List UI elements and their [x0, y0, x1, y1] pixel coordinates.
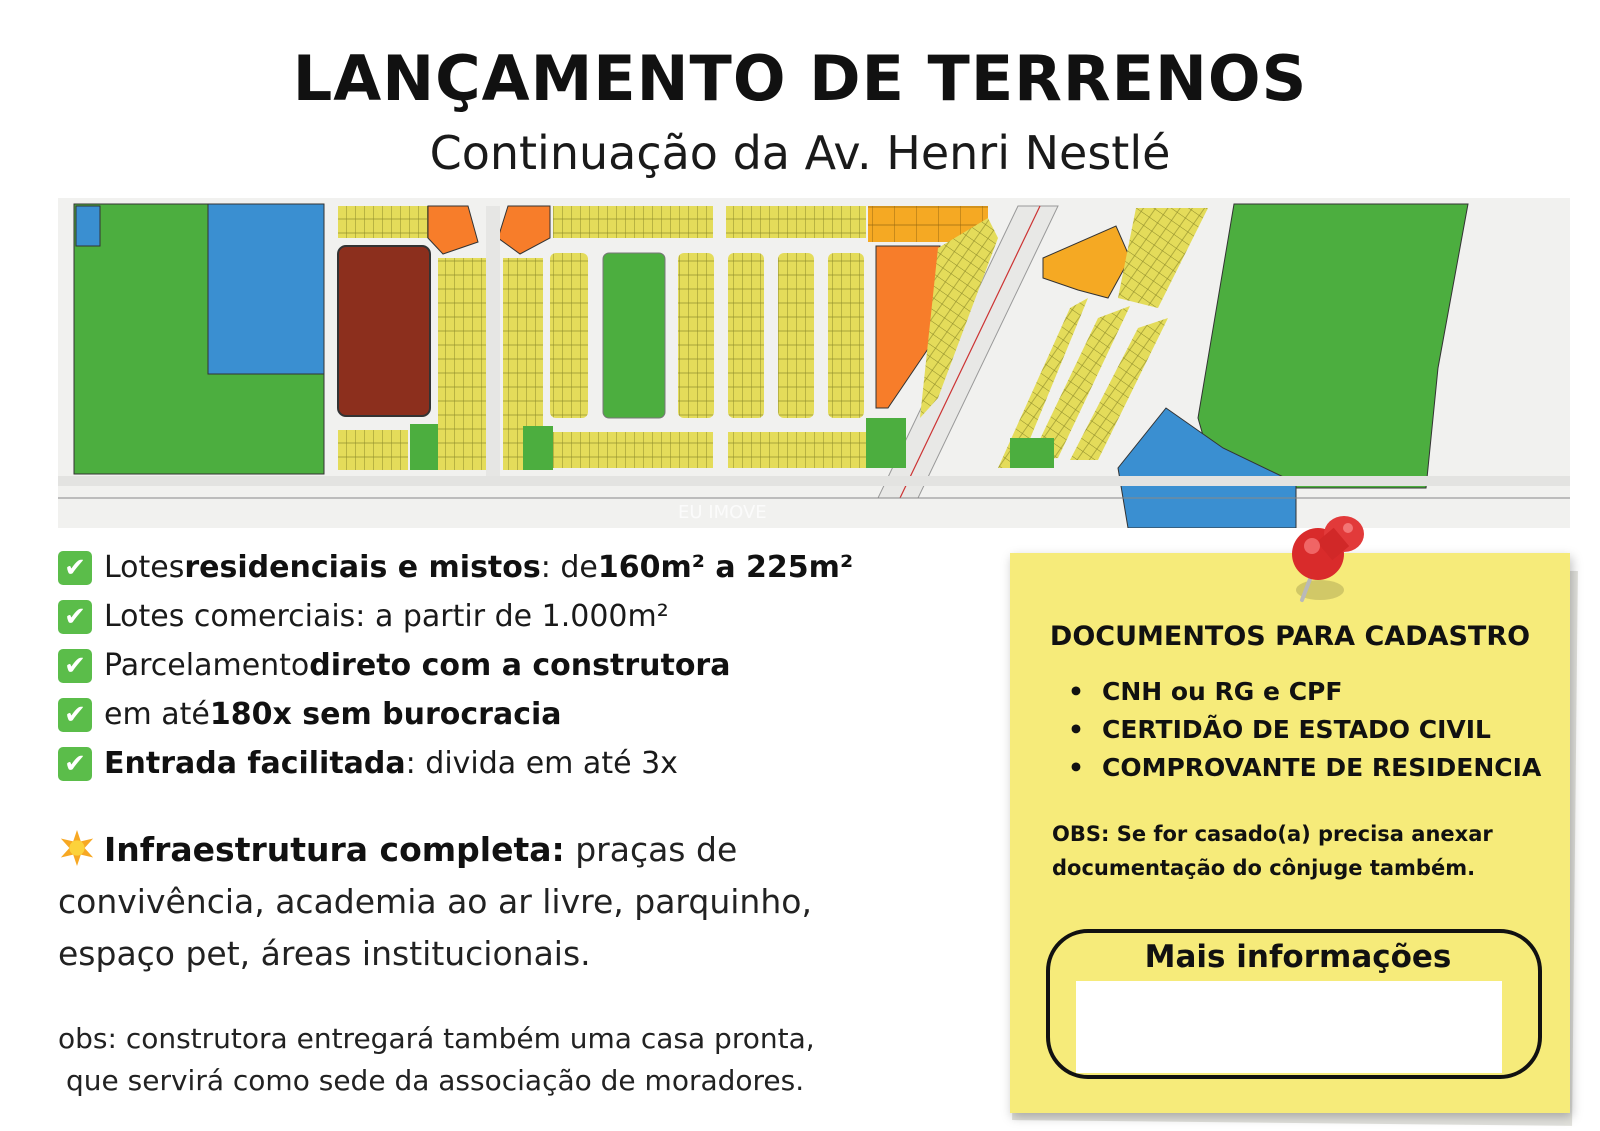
document-item: • CNH ou RG e CPF [1068, 673, 1541, 711]
documents-title: DOCUMENTOS PARA CADASTRO [1049, 621, 1531, 652]
check-icon: ✔ [58, 600, 92, 634]
check-icon: ✔ [58, 747, 92, 781]
feature-item: ✔ Parcelamento direto com a construtora [58, 641, 978, 690]
more-info-title: Mais informações [1144, 939, 1452, 975]
document-item: • CERTIDÃO DE ESTADO CIVIL [1068, 711, 1541, 749]
features-list [58, 543, 978, 788]
star-icon [58, 829, 96, 867]
documents-obs: OBS: Se for casado(a) precisa anexar documentação do cônjuge também. [1052, 822, 1493, 880]
site-plan-map [58, 198, 1570, 528]
infrastructure-heading: Infraestrutura completa: [104, 830, 565, 869]
document-item: • COMPROVANTE DE RESIDENCIA [1068, 749, 1541, 787]
check-icon: ✔ [58, 698, 92, 732]
map-watermark: EU IMOVE [678, 502, 767, 523]
check-icon: ✔ [58, 649, 92, 683]
documents-list [1068, 673, 1541, 787]
push-pin-icon [1278, 502, 1388, 612]
check-icon: ✔ [58, 551, 92, 585]
more-info-box [1046, 929, 1542, 1079]
feature-item: ✔ em até 180x sem burocracia [58, 690, 978, 739]
infrastructure-paragraph [58, 824, 908, 980]
site-plan-drawing [58, 198, 1570, 528]
infrastructure-text: praças de convivência, academia ao ar livre, parquinho, espaço pet, áreas institucionais. [58, 830, 812, 973]
page-title: LANÇAMENTO DE TERRENOS [292, 42, 1308, 115]
page-subtitle: Continuação da Av. Henri Nestlé [429, 126, 1171, 180]
feature-item: ✔ Entrada facilitada : divida em até 3x [58, 739, 978, 788]
observation-note: obs: construtora entregará também uma casa pronta, que servirá como sede da associação de moradores. [58, 1022, 815, 1097]
feature-item: ✔ Lotes residenciais e mistos : de 160m² a 225m² [58, 543, 978, 592]
sticky-note [1010, 553, 1570, 1113]
contact-blank-area [1076, 981, 1502, 1073]
feature-item: ✔ Lotes comerciais: a partir de 1.000m² [58, 592, 978, 641]
